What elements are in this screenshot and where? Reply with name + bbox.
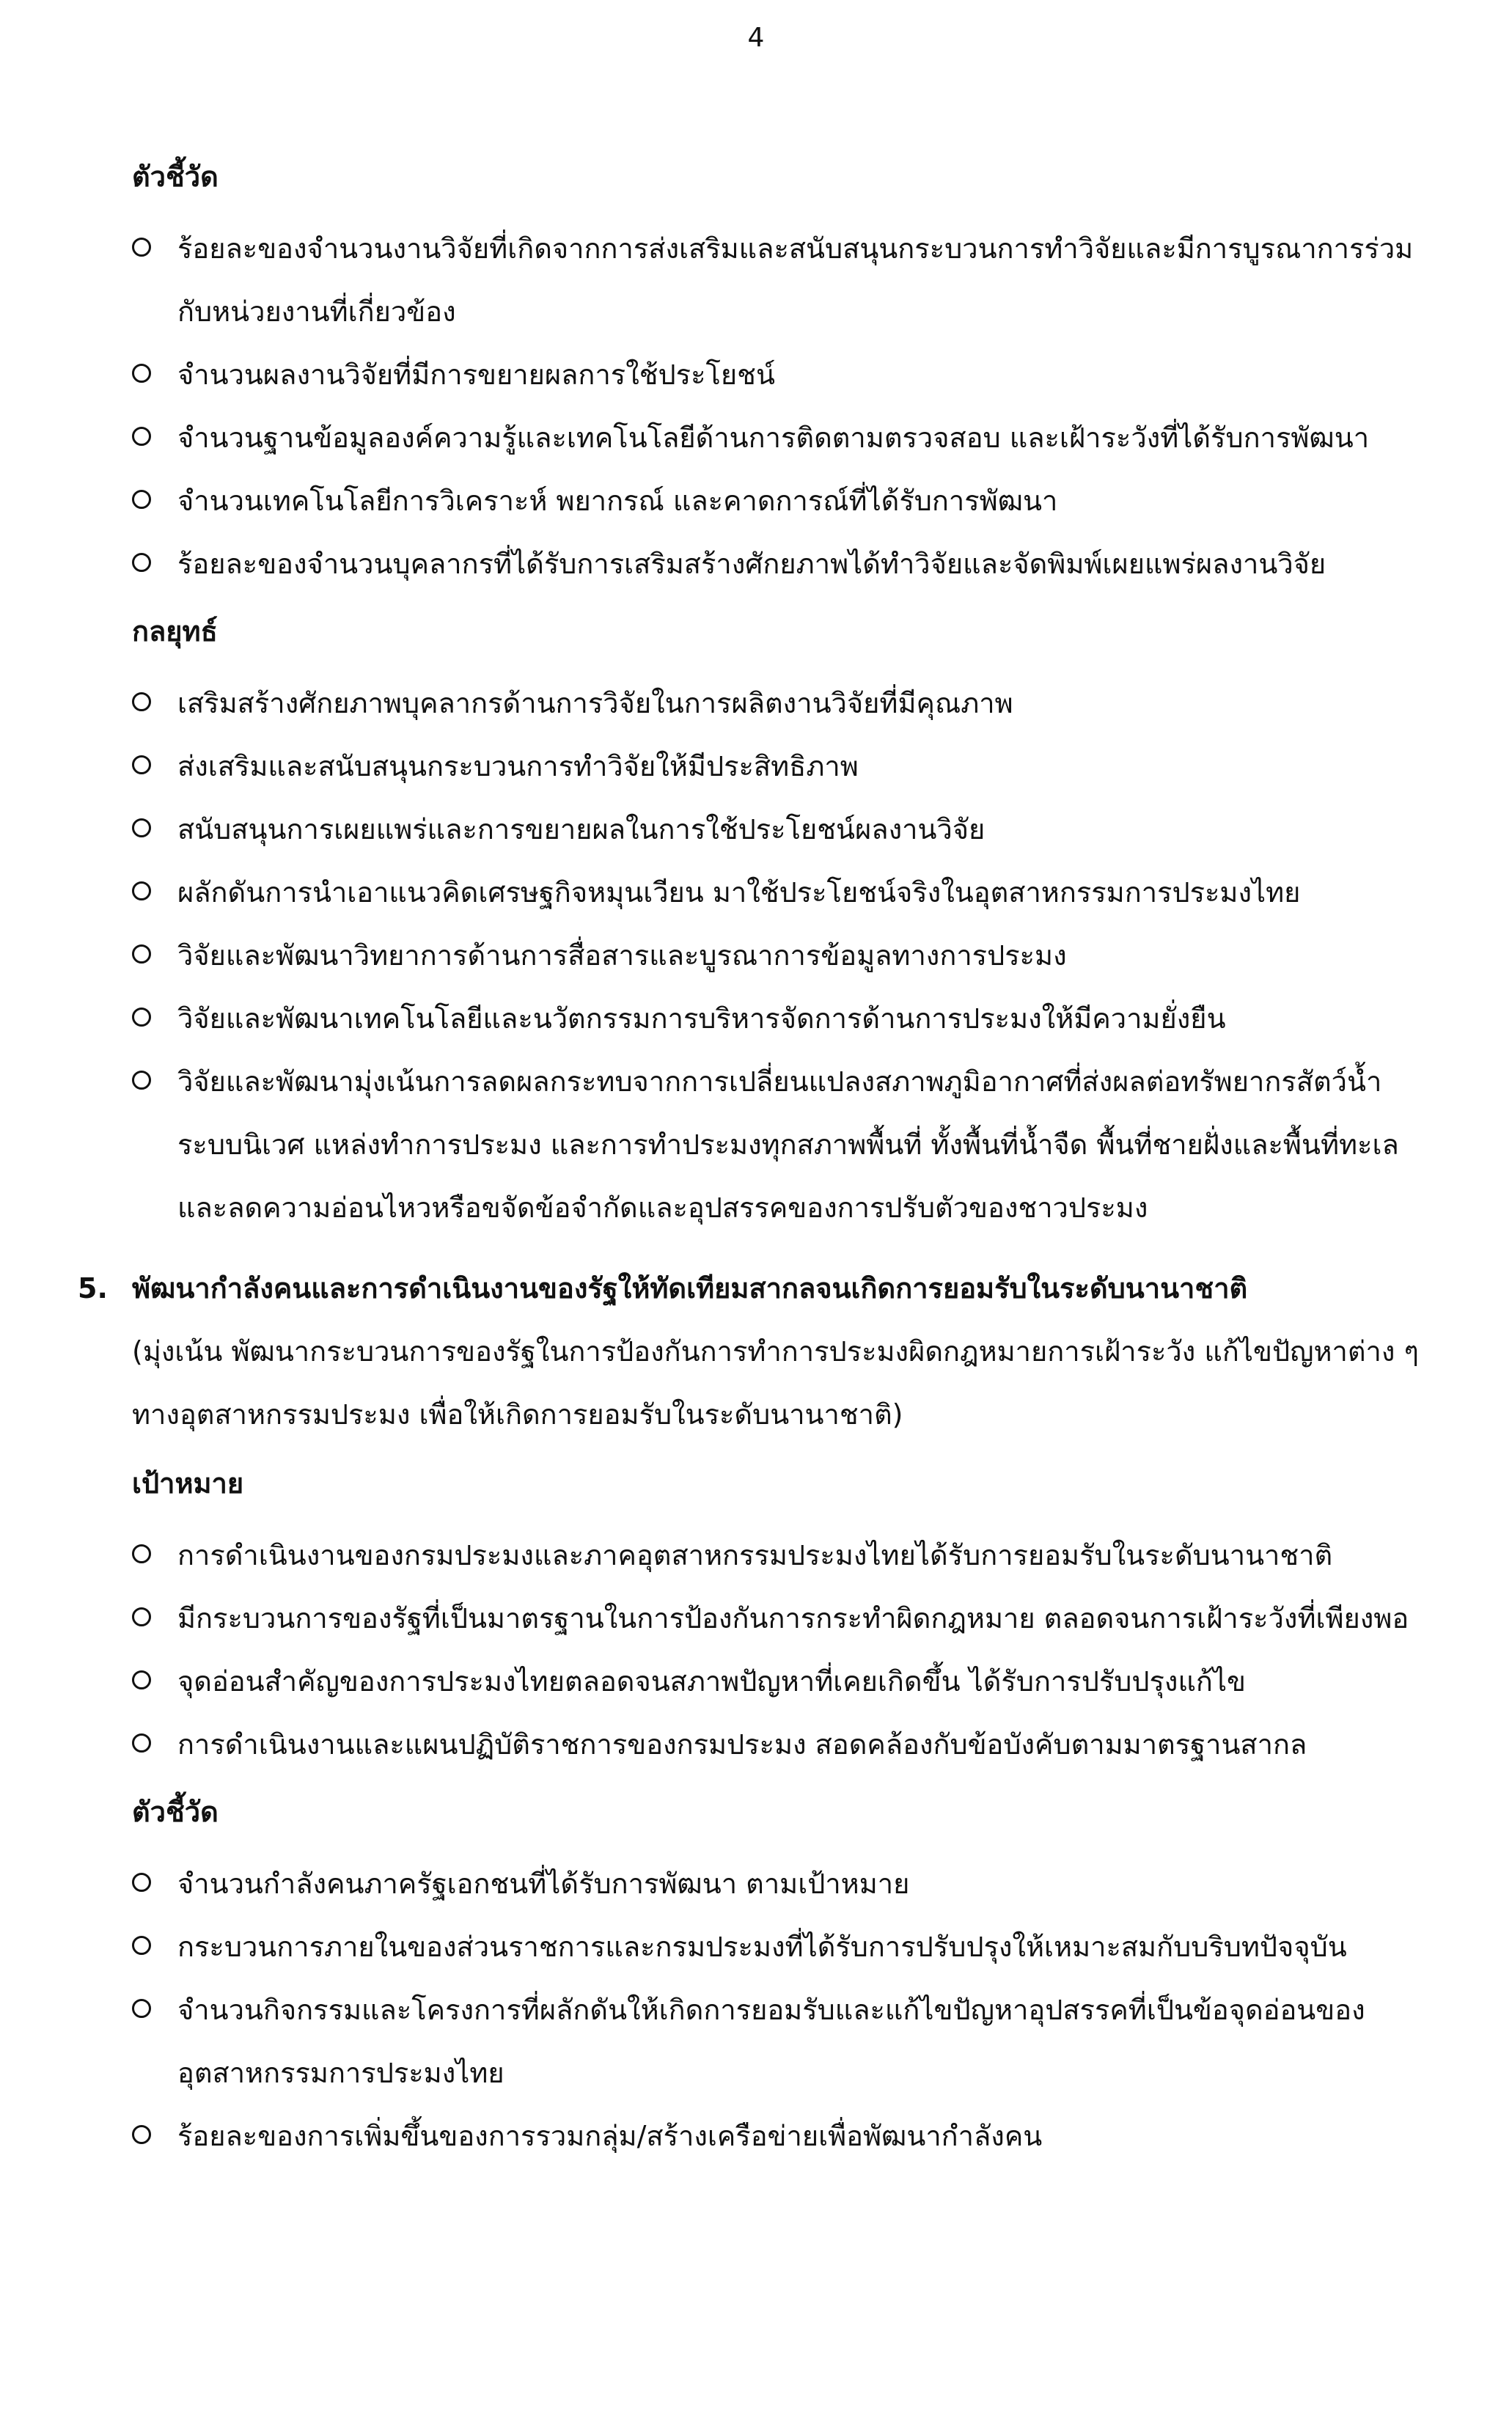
list-item-text: จำนวนผลงานวิจัยที่มีการขยายผลการใช้ประโยชน์ (177, 359, 775, 391)
list-item (132, 1524, 1423, 1587)
circle-bullet-icon (132, 1936, 151, 1955)
list-item-text: การดำเนินงานของกรมประมงและภาคอุตสาหกรรมประมงไทยได้รับการยอมรับในระดับนานาชาติ (177, 1539, 1333, 1571)
list-item (132, 343, 1423, 406)
list-item (132, 1852, 1423, 1915)
list-item (132, 406, 1423, 469)
circle-bullet-icon (132, 1733, 151, 1753)
circle-bullet-icon (132, 1670, 151, 1689)
list-item-text: ผลักดันการนำเอาแนวคิดเศรษฐกิจหมุนเวียน มาใช้ประโยชน์จริงในอุตสาหกรรมการประมงไทย (177, 876, 1301, 909)
list-item-text: ส่งเสริมและสนับสนุนกระบวนการทำวิจัยให้มีประสิทธิภาพ (177, 750, 859, 782)
list-item (132, 1650, 1423, 1713)
circle-bullet-icon (132, 944, 151, 964)
list-item-text: เสริมสร้างศักยภาพบุคลากรด้านการวิจัยในการผลิตงานวิจัยที่มีคุณภาพ (177, 687, 1013, 719)
section-5 (78, 1257, 1423, 1320)
list-item-text: ร้อยละของจำนวนงานวิจัยที่เกิดจากการส่งเสริมและสนับสนุนกระบวนการทำวิจัยและมีการบูรณาการร่วมกับหน่วยงานที่เกี่ยวข้อง (177, 232, 1414, 328)
circle-bullet-icon (132, 1544, 151, 1563)
list-item (132, 987, 1423, 1050)
list-item-text: ร้อยละของจำนวนบุคลากรที่ได้รับการเสริมสร้างศักยภาพได้ทำวิจัยและจัดพิมพ์เผยแพร่ผลงานวิจัย (177, 548, 1326, 580)
list-item (132, 1713, 1423, 1776)
strategy-list (132, 672, 1423, 1239)
list-item (132, 861, 1423, 924)
strategy-heading: กลยุทธ์ (132, 615, 218, 647)
list-item (132, 532, 1423, 595)
list-item (132, 217, 1423, 343)
section-number: 5. (78, 1272, 108, 1304)
list-item (132, 924, 1423, 987)
list-item (132, 1587, 1423, 1650)
circle-bullet-icon (132, 364, 151, 383)
list-item-text: จำนวนกำลังคนภาครัฐเอกชนที่ได้รับการพัฒนา ตามเป้าหมาย (177, 1868, 910, 1900)
circle-bullet-icon (132, 1873, 151, 1892)
section5-indicators-heading: ตัวชี้วัด (132, 1796, 219, 1828)
list-item-text: ร้อยละของการเพิ่มขึ้นของการรวมกลุ่ม/สร้างเครือข่ายเพื่อพัฒนากำลังคน (177, 2120, 1043, 2152)
circle-bullet-icon (132, 427, 151, 446)
circle-bullet-icon (132, 553, 151, 572)
list-item-text: จุดอ่อนสำคัญของการประมงไทยตลอดจนสภาพปัญหาที่เคยเกิดขึ้น ได้รับการปรับปรุงแก้ไข (177, 1665, 1247, 1698)
list-item-text: จำนวนเทคโนโลยีการวิเคราะห์ พยากรณ์ และคาดการณ์ที่ได้รับการพัฒนา (177, 485, 1058, 517)
circle-bullet-icon (132, 490, 151, 509)
circle-bullet-icon (132, 881, 151, 900)
circle-bullet-icon (132, 1071, 151, 1090)
list-item-text: วิจัยและพัฒนามุ่งเน้นการลดผลกระทบจากการเปลี่ยนแปลงสภาพภูมิอากาศที่ส่งผลต่อทรัพยากรสัตว์น้ำระบบนิเวศ แหล่งทำการประมง และการทำประมงทุกสภาพพื้นที่ ทั้งพื้นที่น้ำจืด พื้นที่ชายฝั่งและพื้นที่ทะเล และลดความอ่อนไหวหรือขจัดข้อจำกัดและอุปสรรคของการปรับตัวของชาวประมง (177, 1065, 1399, 1224)
circle-bullet-icon (132, 2125, 151, 2144)
list-item-text: กระบวนการภายในของส่วนราชการและกรมประมงที่ได้รับการปรับปรุงให้เหมาะสมกับบริบทปัจจุบัน (177, 1931, 1347, 1963)
goals-heading: เป้าหมาย (132, 1467, 244, 1500)
list-item (132, 1915, 1423, 1978)
list-item-text: วิจัยและพัฒนาวิทยาการด้านการสื่อสารและบูรณาการข้อมูลทางการประมง (177, 939, 1067, 972)
list-item-text: จำนวนกิจกรรมและโครงการที่ผลักดันให้เกิดการยอมรับและแก้ไขปัญหาอุปสรรคที่เป็นข้อจุดอ่อนของอุตสาหกรรมการประมงไทย (177, 1994, 1365, 2089)
section-title: พัฒนากำลังคนและการดำเนินงานของรัฐให้ทัดเทียมสากลจนเกิดการยอมรับในระดับนานาชาติ (132, 1272, 1248, 1304)
indicators-list (132, 217, 1423, 595)
list-item (132, 1978, 1423, 2104)
circle-bullet-icon (132, 755, 151, 774)
goals-list (132, 1524, 1423, 1776)
circle-bullet-icon (132, 1607, 151, 1626)
list-item (132, 469, 1423, 532)
document-body (78, 157, 1423, 2184)
list-item-text: มีกระบวนการของรัฐที่เป็นมาตรฐานในการป้องกันการกระทำผิดกฎหมาย ตลอดจนการเฝ้าระวังที่เพียงพอ (177, 1602, 1409, 1634)
circle-bullet-icon (132, 1008, 151, 1027)
circle-bullet-icon (132, 692, 151, 711)
circle-bullet-icon (132, 238, 151, 257)
list-item-text: วิจัยและพัฒนาเทคโนโลยีและนวัตกรรมการบริหารจัดการด้านการประมงให้มีความยั่งยืน (177, 1002, 1226, 1035)
list-item-text: จำนวนฐานข้อมูลองค์ความรู้และเทคโนโลยีด้านการติดตามตรวจสอบ และเฝ้าระวังที่ได้รับการพัฒนา (177, 422, 1370, 454)
indicators-heading: ตัวชี้วัด (132, 161, 219, 193)
page-number: 4 (747, 23, 765, 53)
list-item (132, 1050, 1423, 1239)
section-description: (มุ่งเน้น พัฒนากระบวนการของรัฐในการป้องกันการทำการประมงผิดกฎหมายการเฝ้าระวัง แก้ไขปัญหาต่าง ๆ ทางอุตสาหกรรมประมง เพื่อให้เกิดการยอมรับในระดับนานาชาติ) (132, 1335, 1419, 1431)
circle-bullet-icon (132, 1999, 151, 2018)
circle-bullet-icon (132, 818, 151, 837)
section5-indicators-list (132, 1852, 1423, 2168)
list-item (132, 672, 1423, 735)
list-item (132, 735, 1423, 798)
list-item (132, 2104, 1423, 2168)
list-item (132, 798, 1423, 861)
list-item-text: การดำเนินงานและแผนปฏิบัติราชการของกรมประมง สอดคล้องกับข้อบังคับตามมาตรฐานสากล (177, 1728, 1307, 1761)
list-item-text: สนับสนุนการเผยแพร่และการขยายผลในการใช้ประโยชน์ผลงานวิจัย (177, 813, 986, 845)
